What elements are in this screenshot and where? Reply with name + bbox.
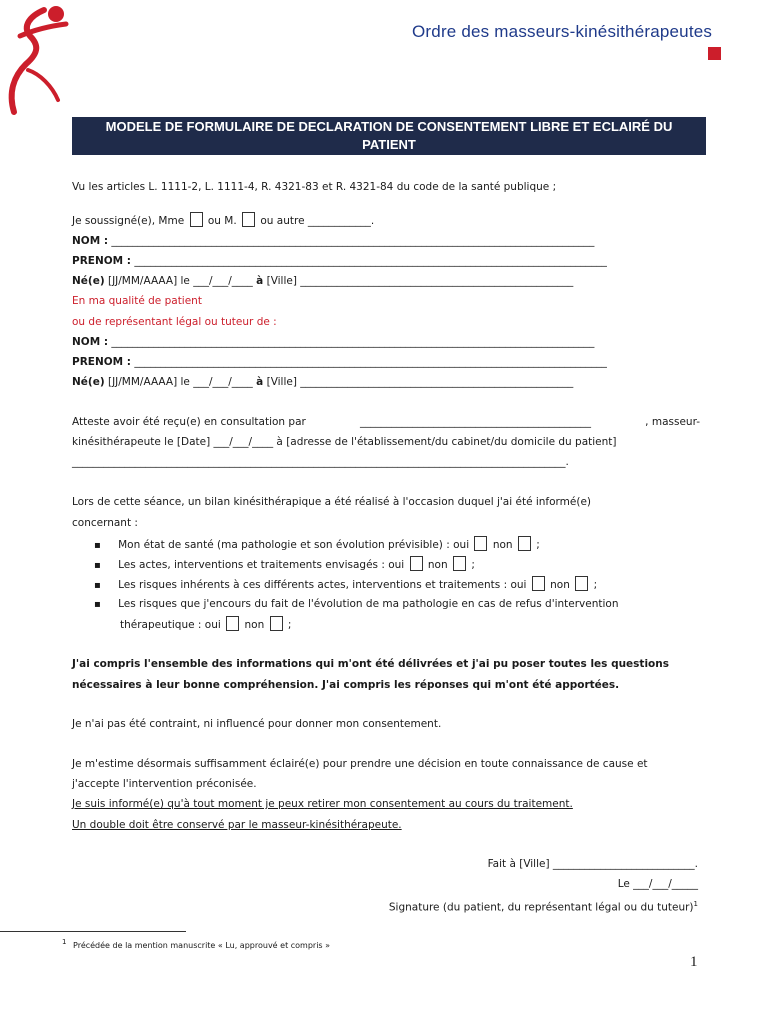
item-text: Mon état de santé (ma pathologie et son évolution prévisible) : oui (118, 539, 470, 551)
footnote-divider (0, 931, 186, 932)
title-line-2: PATIENT (362, 137, 416, 152)
attestation-text-b: , masseur- (645, 416, 700, 428)
brand-square-icon (708, 47, 721, 60)
non-checkbox-2[interactable] (453, 556, 466, 571)
rep-prenom-row[interactable] (72, 355, 607, 369)
a-label: à (256, 275, 264, 287)
rep-nom-row[interactable] (72, 335, 594, 349)
signature-footnote-ref: 1 (693, 900, 698, 908)
rep-a-label: à (256, 376, 264, 388)
item-text: Les risques que j'encours du fait de l'évolution de ma pathologie en cas de refus d'intervention (118, 598, 619, 610)
understanding-line-2: nécessaires à leur bonne compréhension. J'ai compris les réponses qui m'ont été apportées. (72, 679, 620, 691)
list-item (94, 597, 619, 612)
withdraw-notice: Je suis informé(e) qu'à tout moment je peux retirer mon consentement au cours du traitement. (72, 798, 573, 810)
prenom-label: PRENOM : (72, 255, 131, 267)
attestation-line-2[interactable]: kinésithérapeute le [Date] ___/___/____ à [adresse de l'établissement/du cabinet/du domicile du patient] (72, 436, 617, 448)
runner-logo-icon (0, 0, 80, 120)
non-label: non (550, 579, 570, 591)
signature-text: Signature (du patient, du représentant légal ou du tuteur) (388, 901, 694, 914)
item-text: Les risques inhérents à ces différents actes, interventions et traitements : oui (118, 579, 527, 591)
oui-checkbox-4[interactable] (226, 616, 239, 631)
list-item (94, 576, 597, 593)
attestation-text-a: Atteste avoir été reçu(e) en consultation par (72, 416, 306, 428)
signature-label (389, 897, 698, 915)
non-label: non (244, 619, 265, 631)
footnote-number: 1 (62, 938, 67, 946)
fait-a-field[interactable]: Fait à [Ville] ___________________________. (487, 858, 698, 870)
rep-birth-city-field[interactable]: [Ville] ____________________________________________________ (266, 376, 574, 388)
footnote (62, 938, 330, 950)
birth-city-field[interactable]: [Ville] ____________________________________________________ (266, 275, 574, 287)
address-field[interactable]: ______________________________________________________________________________________________. (72, 456, 569, 468)
prenom-field[interactable]: __________________________________________________________________________________________ (134, 255, 607, 267)
copy-notice: Un double doit être conservé par le masseur-kinésithérapeute. (72, 819, 402, 831)
non-label: non (492, 539, 513, 551)
rep-nom-label: NOM : (72, 336, 109, 348)
item-end: ; (471, 559, 475, 571)
list-item (94, 556, 475, 573)
legal-reference: Vu les articles L. 1111-2, L. 1111-4, R. 4321-83 et R. 4321-84 du code de la santé publique ; (72, 181, 557, 193)
bilan-line-2: concernant : (72, 517, 138, 529)
rep-nom-field[interactable]: ____________________________________________________________________________________________ (111, 336, 595, 348)
footnote-text: Précédée de la mention manuscrite « Lu, approuvé et compris » (73, 940, 331, 950)
nom-field[interactable]: ____________________________________________________________________________________________ (111, 235, 595, 247)
non-checkbox-1[interactable] (518, 536, 531, 551)
patient-quality-text: En ma qualité de patient (72, 295, 202, 307)
item-end: ; (287, 619, 292, 631)
attestation-line-1 (72, 415, 700, 429)
bullet-icon: ▪ (94, 560, 101, 571)
nom-row[interactable] (72, 234, 594, 248)
item-text: Les actes, interventions et traitements envisagés : oui (118, 559, 405, 571)
non-label: non (427, 559, 448, 571)
oui-checkbox-2[interactable] (410, 556, 423, 571)
bullet-icon: ▪ (94, 580, 101, 591)
bilan-line-1: Lors de cette séance, un bilan kinésithérapique a été réalisé à l'occasion duquel j'ai été informé(e) (72, 496, 592, 508)
birth-row[interactable] (72, 274, 573, 288)
page-title (72, 117, 706, 155)
rep-ne-label: Né(e) (72, 376, 105, 388)
understanding-line-1: J'ai compris l'ensemble des informations qui m'ont été délivrées et j'ai pu poser toutes les questions (72, 658, 669, 670)
oui-checkbox-3[interactable] (532, 576, 545, 591)
rep-prenom-label: PRENOM : (72, 356, 131, 368)
not-constrained-text: Je n'ai pas été contraint, ni influencé pour donner mon consentement. (72, 718, 442, 730)
item-end: ; (593, 579, 598, 591)
item-text-2: thérapeutique : oui (120, 619, 221, 631)
list-item (94, 536, 540, 553)
decision-line-2: j'accepte l'intervention préconisée. (72, 778, 257, 790)
oui-checkbox-1[interactable] (474, 536, 487, 551)
therapist-name-field[interactable]: ____________________________________________ (360, 416, 591, 428)
non-checkbox-4[interactable] (270, 616, 283, 631)
page-number: 1 (690, 954, 698, 970)
brand-name: Ordre des masseurs-kinésithérapeutes (412, 22, 713, 41)
item-end: ; (536, 539, 540, 551)
rep-prenom-field[interactable]: __________________________________________________________________________________________ (134, 356, 607, 368)
bullet-icon: ▪ (94, 599, 101, 610)
mme-checkbox[interactable] (190, 212, 203, 227)
soussigne-text: Je soussigné(e), Mme (72, 215, 185, 227)
ne-label: Né(e) (72, 275, 105, 287)
representative-text: ou de représentant légal ou tuteur de : (72, 316, 277, 328)
birth-date-field[interactable]: [JJ/MM/AAAA] le ___/___/____ (107, 275, 253, 287)
list-item-continued (120, 616, 291, 632)
decision-line-1: Je m'estime désormais suffisamment éclairé(e) pour prendre une décision en toute connaissance de cause et (72, 758, 648, 770)
identity-line (72, 212, 374, 228)
ou-autre-text: ou autre ____________. (260, 215, 375, 227)
m-checkbox[interactable] (242, 212, 255, 227)
title-line-1: MODELE DE FORMULAIRE DE DECLARATION DE CONSENTEMENT LIBRE ET ECLAIRÉ DU (105, 119, 673, 134)
date-field[interactable]: Le ___/___/_____ (617, 878, 698, 890)
rep-birth-date-field[interactable]: [JJ/MM/AAAA] le ___/___/____ (107, 376, 253, 388)
non-checkbox-3[interactable] (575, 576, 588, 591)
nom-label: NOM : (72, 235, 109, 247)
prenom-row[interactable] (72, 254, 607, 268)
rep-birth-row[interactable] (72, 375, 573, 389)
ou-m-text: ou M. (207, 215, 237, 227)
bullet-icon: ▪ (94, 540, 101, 551)
